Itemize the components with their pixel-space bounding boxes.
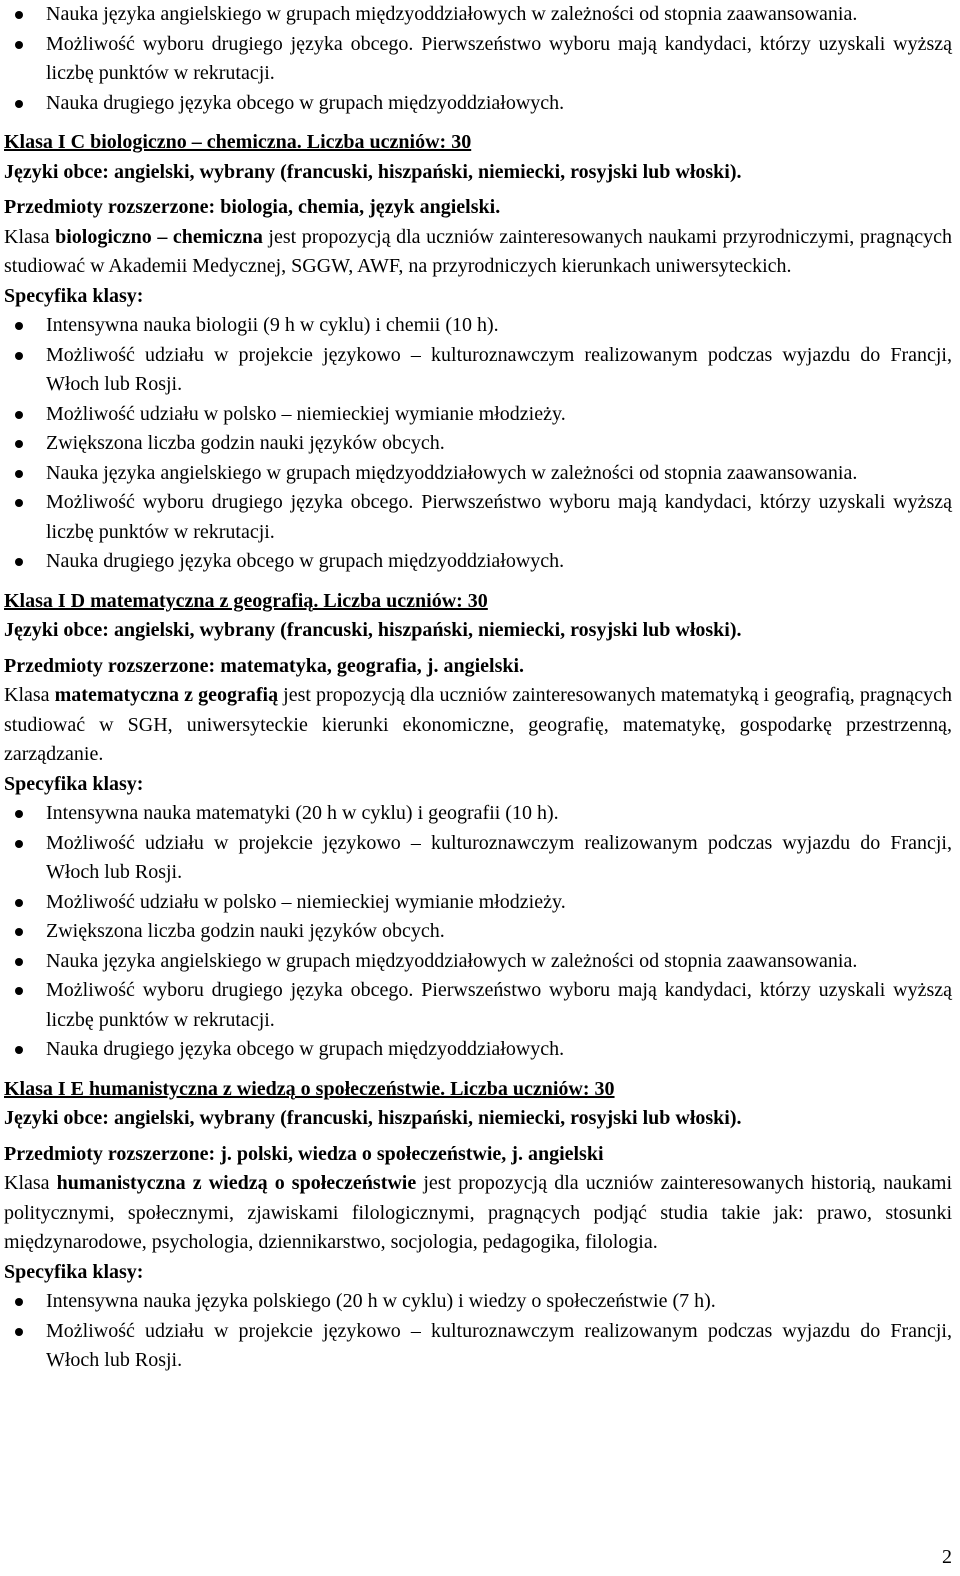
intro-bullet-list — [4, 0, 952, 118]
document-page — [4, 0, 952, 1376]
class-c-section — [4, 128, 952, 577]
list-item: Możliwość udziału w projekcie językowo – kulturoznawczym realizowanym podczas wyjazdu do Francji, Włoch lub Rosji. — [4, 341, 952, 400]
list-item: Możliwość udziału w projekcie językowo – kulturoznawczym realizowanym podczas wyjazdu do Francji, Włoch lub Rosji. — [4, 829, 952, 888]
class-c-spec-list — [4, 311, 952, 577]
class-d-section — [4, 587, 952, 1065]
class-d-extended-subjects: Przedmioty rozszerzone: matematyka, geografia, j. angielski. — [4, 654, 525, 677]
class-e-spec-list — [4, 1287, 952, 1376]
list-item: Intensywna nauka biologii (9 h w cyklu) i chemii (10 h). — [4, 311, 952, 341]
list-item: Nauka języka angielskiego w grupach międzyoddziałowych w zależności od stopnia zaawansowania. — [4, 947, 952, 977]
desc-prefix: Klasa — [4, 225, 56, 248]
class-e-heading: Klasa I E humanistyczna z wiedzą o społeczeństwie. Liczba uczniów: 30 — [4, 1077, 615, 1100]
class-c-description — [4, 223, 952, 282]
list-item: Możliwość wyboru drugiego języka obcego. Pierwszeństwo wyboru mają kandydaci, którzy uzyskali wyższą liczbę punktów w rekrutacji. — [4, 30, 952, 89]
class-d-description — [4, 681, 952, 770]
class-d-heading: Klasa I D matematyczna z geografią. Liczba uczniów: 30 — [4, 589, 488, 612]
list-item: Możliwość udziału w polsko – niemieckiej wymianie młodzieży. — [4, 888, 952, 918]
list-item: Nauka języka angielskiego w grupach międzyoddziałowych w zależności od stopnia zaawansowania. — [4, 459, 952, 489]
page-number: 2 — [942, 1546, 952, 1568]
class-c-spec-label: Specyfika klasy: — [4, 284, 144, 307]
class-d-languages: Języki obce: angielski, wybrany (francuski, hiszpański, niemiecki, rosyjski lub włoski). — [4, 619, 742, 641]
list-item: Możliwość udziału w polsko – niemieckiej wymianie młodzieży. — [4, 400, 952, 430]
class-d-spec-list — [4, 799, 952, 1065]
desc-class-name: humanistyczna z wiedzą o społeczeństwie — [56, 1172, 417, 1194]
list-item: Nauka drugiego języka obcego w grupach międzyoddziałowych. — [4, 1035, 952, 1065]
list-item: Zwiększona liczba godzin nauki języków obcych. — [4, 429, 952, 459]
list-item: Możliwość wyboru drugiego języka obcego. Pierwszeństwo wyboru mają kandydaci, którzy uzyskali wyższą liczbę punktów w rekrutacji. — [4, 976, 952, 1035]
class-d-spec-label: Specyfika klasy: — [4, 772, 144, 795]
class-e-spec-label: Specyfika klasy: — [4, 1260, 144, 1283]
desc-prefix: Klasa — [4, 1172, 57, 1194]
desc-class-name: matematyczna z geografią — [54, 684, 279, 706]
desc-text: jest propozycją dla uczniów zainteresowanych historią, naukami politycznymi, społecznymi, zjawiskami filologicznymi, pragnących podjąć studia takie jak: prawo, stosunki międzynarodowe, psychologia, dziennikarstwo, socjologia, pedagogika, filologia. — [4, 1172, 953, 1253]
list-item: Zwiększona liczba godzin nauki języków obcych. — [4, 917, 952, 947]
list-item: Nauka drugiego języka obcego w grupach międzyoddziałowych. — [4, 89, 952, 119]
list-item: Intensywna nauka matematyki (20 h w cyklu) i geografii (10 h). — [4, 799, 952, 829]
desc-text: jest propozycją dla uczniów zainteresowanych naukami przyrodniczymi, pragnących studiować w Akademii Medycznej, SGGW, AWF, na przyrodniczych kierunkach uniwersyteckich. — [4, 225, 952, 277]
list-item: Nauka drugiego języka obcego w grupach międzyoddziałowych. — [4, 547, 952, 577]
class-e-description — [4, 1169, 952, 1258]
class-e-section — [4, 1075, 952, 1376]
desc-text: jest propozycją dla uczniów zainteresowanych matematyką i geografią, pragnących studiować w SGH, uniwersyteckie kierunki ekonomiczne, geografię, matematykę, gospodarkę przestrzenną, zarządzanie. — [4, 684, 952, 765]
class-e-extended-subjects: Przedmioty rozszerzone: j. polski, wiedza o społeczeństwie, j. angielski — [4, 1142, 604, 1165]
class-c-languages: Języki obce: angielski, wybrany (francuski, hiszpański, niemiecki, rosyjski lub włoski). — [4, 160, 742, 183]
list-item: Możliwość udziału w projekcie językowo – kulturoznawczym realizowanym podczas wyjazdu do Francji, Włoch lub Rosji. — [4, 1317, 952, 1376]
list-item: Intensywna nauka języka polskiego (20 h w cyklu) i wiedzy o społeczeństwie (7 h). — [4, 1287, 952, 1317]
desc-prefix: Klasa — [4, 684, 55, 706]
list-item: Możliwość wyboru drugiego języka obcego. Pierwszeństwo wyboru mają kandydaci, którzy uzyskali wyższą liczbę punktów w rekrutacji. — [4, 488, 952, 547]
class-e-languages: Języki obce: angielski, wybrany (francuski, hiszpański, niemiecki, rosyjski lub włoski). — [4, 1107, 742, 1129]
list-item: Nauka języka angielskiego w grupach międzyoddziałowych w zależności od stopnia zaawansowania. — [4, 0, 952, 30]
class-c-extended-subjects: Przedmioty rozszerzone: biologia, chemia, język angielski. — [4, 196, 501, 218]
desc-class-name: biologiczno – chemiczna — [55, 225, 263, 248]
class-c-heading: Klasa I C biologiczno – chemiczna. Liczba uczniów: 30 — [4, 131, 472, 153]
